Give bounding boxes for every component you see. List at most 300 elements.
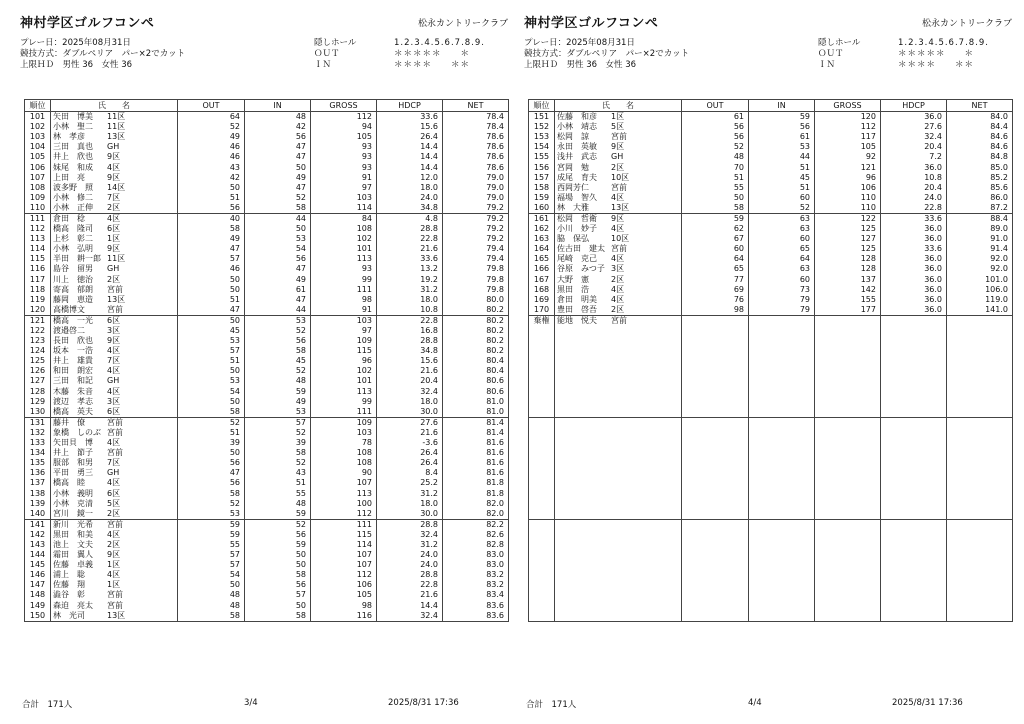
hidden-holes-value: 1.2.3.4.5.6.7.8.9. xyxy=(394,38,485,48)
player-name: 豊田 啓吾 xyxy=(557,304,597,314)
name-cell xyxy=(555,570,682,580)
table-row xyxy=(25,122,509,132)
table-row xyxy=(529,142,1013,152)
player-area: 1区 xyxy=(107,580,121,590)
gross-cell: 112 xyxy=(815,122,881,132)
table-row xyxy=(529,122,1013,132)
in-cell: 47 xyxy=(245,295,311,305)
table-row xyxy=(25,478,509,488)
name-cell xyxy=(555,376,682,386)
out-cell: 64 xyxy=(682,254,749,264)
player-name: 高橋博文 xyxy=(53,304,85,314)
table-row xyxy=(25,213,509,224)
out-cell xyxy=(682,458,749,468)
player-name: 林 光司 xyxy=(53,610,85,620)
table-row xyxy=(25,590,509,600)
rank-cell: 138 xyxy=(25,488,51,498)
gross-cell xyxy=(815,448,881,458)
in-cell: 79 xyxy=(749,295,815,305)
gross-cell: 102 xyxy=(311,234,377,244)
hdcp-cell: 19.2 xyxy=(377,275,443,285)
gross-cell: 93 xyxy=(311,264,377,274)
table-row xyxy=(25,417,509,428)
table-row xyxy=(25,346,509,356)
out-cell xyxy=(682,346,749,356)
name-cell xyxy=(51,234,178,244)
table-row xyxy=(25,193,509,203)
gross-cell: 112 xyxy=(311,509,377,520)
out-cell: 40 xyxy=(178,213,245,224)
net-cell: 82.6 xyxy=(443,530,509,540)
table-row xyxy=(25,611,509,622)
rank-cell xyxy=(529,428,555,438)
rank-cell xyxy=(529,458,555,468)
net-cell xyxy=(947,397,1013,407)
hdcp-cell: 30.0 xyxy=(377,509,443,520)
out-cell: 49 xyxy=(178,132,245,142)
gross-cell: 90 xyxy=(311,468,377,478)
rank-cell: 130 xyxy=(25,407,51,418)
in-cell: 60 xyxy=(749,193,815,203)
net-cell: 83.2 xyxy=(443,580,509,590)
hdcp-cell: 15.6 xyxy=(377,122,443,132)
name-cell xyxy=(51,183,178,193)
gross-cell: 109 xyxy=(311,417,377,428)
table-row xyxy=(529,387,1013,397)
name-cell xyxy=(51,458,178,468)
rank-cell: 154 xyxy=(529,142,555,152)
gross-cell: 101 xyxy=(311,244,377,254)
table-row xyxy=(25,336,509,346)
hdcp-cell: 14.4 xyxy=(377,142,443,152)
name-cell xyxy=(555,448,682,458)
col-name: 氏 名 xyxy=(51,100,178,112)
out-cell xyxy=(682,499,749,509)
hdcp-cell: 27.6 xyxy=(377,417,443,428)
player-name: 倉田 明美 xyxy=(557,294,597,304)
in-cell: 52 xyxy=(245,458,311,468)
out-cell xyxy=(682,468,749,478)
player-area: 14区 xyxy=(107,182,126,192)
player-area: 宮前 xyxy=(107,427,123,437)
gross-cell: 155 xyxy=(815,295,881,305)
gross-cell xyxy=(815,438,881,448)
out-cell: 76 xyxy=(682,295,749,305)
table-row xyxy=(529,560,1013,570)
player-area: 9区 xyxy=(611,213,625,223)
hidden-holes-label: 隠しホール xyxy=(314,38,357,48)
net-cell: 85.6 xyxy=(947,183,1013,193)
rank-cell xyxy=(529,397,555,407)
out-cell: 50 xyxy=(178,275,245,285)
name-cell xyxy=(555,112,682,123)
player-name: 脇 保弘 xyxy=(557,234,589,244)
name-cell xyxy=(51,122,178,132)
name-cell xyxy=(555,560,682,570)
player-area: 2区 xyxy=(107,539,121,549)
hdcp-cell: 14.4 xyxy=(377,162,443,172)
out-cell: 98 xyxy=(682,305,749,316)
player-area: 6区 xyxy=(107,406,121,416)
competition-method: 競技方式：ダブルペリア パー×2でカット xyxy=(20,49,186,59)
hdcp-cell: 21.6 xyxy=(377,244,443,254)
name-cell xyxy=(51,417,178,428)
name-cell xyxy=(51,397,178,407)
net-cell: 84.6 xyxy=(947,142,1013,152)
in-cell xyxy=(749,366,815,376)
hdcp-cell: 18.0 xyxy=(377,499,443,509)
net-cell: 79.0 xyxy=(443,193,509,203)
rank-cell: 165 xyxy=(529,254,555,264)
rank-cell: 126 xyxy=(25,366,51,376)
table-row xyxy=(529,601,1013,611)
name-cell xyxy=(51,326,178,336)
name-cell xyxy=(555,387,682,397)
hdcp-cell xyxy=(881,499,947,509)
gross-cell xyxy=(815,519,881,530)
player-name: 平田 勇三 xyxy=(53,468,93,478)
in-cell xyxy=(749,336,815,346)
rank-cell: 167 xyxy=(529,275,555,285)
name-cell xyxy=(51,285,178,295)
player-area: 1区 xyxy=(107,560,121,570)
out-cell xyxy=(682,407,749,418)
out-cell: 53 xyxy=(178,376,245,386)
rank-cell: 123 xyxy=(25,336,51,346)
gross-cell: 114 xyxy=(311,540,377,550)
rank-cell: 150 xyxy=(25,611,51,622)
net-cell: 82.0 xyxy=(443,509,509,520)
player-name: 長田 欣也 xyxy=(53,336,93,346)
gross-cell: 106 xyxy=(311,580,377,590)
net-cell xyxy=(947,478,1013,488)
name-cell xyxy=(555,142,682,152)
in-cell: 73 xyxy=(749,285,815,295)
hdcp-cell: 24.0 xyxy=(881,193,947,203)
in-cell: 57 xyxy=(245,590,311,600)
net-cell xyxy=(947,356,1013,366)
gross-cell: 128 xyxy=(815,264,881,274)
net-cell: 83.4 xyxy=(443,590,509,600)
rank-cell: 128 xyxy=(25,387,51,397)
in-cell: 60 xyxy=(749,275,815,285)
net-cell xyxy=(947,346,1013,356)
name-cell xyxy=(555,438,682,448)
out-cell xyxy=(682,326,749,336)
player-area: 9区 xyxy=(107,336,121,346)
net-cell xyxy=(947,519,1013,530)
hdcp-cell xyxy=(881,580,947,590)
player-area: 4区 xyxy=(611,192,625,202)
rank-cell: 145 xyxy=(25,560,51,570)
table-row xyxy=(529,346,1013,356)
player-name: 三田 和記 xyxy=(53,376,93,386)
name-cell xyxy=(51,162,178,172)
out-cell: 50 xyxy=(178,448,245,458)
in-cell xyxy=(749,580,815,590)
rank-cell xyxy=(529,590,555,600)
player-area: 13区 xyxy=(107,294,126,304)
hdcp-cell: 26.4 xyxy=(377,458,443,468)
table-row xyxy=(529,580,1013,590)
net-cell: 80.2 xyxy=(443,315,509,326)
in-cell xyxy=(749,590,815,600)
in-holes-value: ＊＊＊＊ ＊＊ xyxy=(898,60,975,70)
out-cell xyxy=(682,336,749,346)
net-cell xyxy=(947,336,1013,346)
player-area: 4区 xyxy=(107,529,121,539)
hdcp-cell: 33.6 xyxy=(881,213,947,224)
name-cell xyxy=(51,152,178,162)
player-area: 4区 xyxy=(107,438,121,448)
table-row xyxy=(529,590,1013,600)
name-cell xyxy=(51,346,178,356)
in-cell: 48 xyxy=(245,499,311,509)
table-row xyxy=(25,162,509,172)
in-cell: 56 xyxy=(749,122,815,132)
in-cell xyxy=(749,488,815,498)
out-cell: 56 xyxy=(178,203,245,214)
player-name: 宮岡 勉 xyxy=(557,162,589,172)
player-name: 藤岡 恵造 xyxy=(53,294,93,304)
net-cell: 83.6 xyxy=(443,601,509,611)
net-cell: 78.6 xyxy=(443,142,509,152)
player-area: 宮前 xyxy=(107,284,123,294)
in-cell: 65 xyxy=(749,244,815,254)
hdcp-cell: 36.0 xyxy=(881,295,947,305)
table-row xyxy=(529,162,1013,172)
table-row xyxy=(529,458,1013,468)
scorecard-page-4 xyxy=(522,0,1012,724)
player-area: 宮前 xyxy=(107,600,123,610)
in-cell: 44 xyxy=(749,152,815,162)
hidden-holes-value: 1.2.3.4.5.6.7.8.9. xyxy=(898,38,989,48)
table-row xyxy=(25,509,509,520)
player-area: 9区 xyxy=(107,172,121,182)
hdcp-cell: 21.6 xyxy=(377,590,443,600)
gross-cell: 91 xyxy=(311,173,377,183)
net-cell: 78.6 xyxy=(443,162,509,172)
hdcp-cell xyxy=(881,428,947,438)
out-cell: 47 xyxy=(178,468,245,478)
name-cell xyxy=(555,580,682,590)
gross-cell: 96 xyxy=(311,356,377,366)
in-cell: 63 xyxy=(749,213,815,224)
player-area: 6区 xyxy=(107,315,121,325)
results-table xyxy=(528,99,1013,622)
rank-cell: 168 xyxy=(529,285,555,295)
net-cell: 86.0 xyxy=(947,193,1013,203)
net-cell: 78.4 xyxy=(443,112,509,123)
in-cell xyxy=(749,570,815,580)
table-row xyxy=(529,550,1013,560)
hdcp-cell: 36.0 xyxy=(881,162,947,172)
table-row xyxy=(529,295,1013,305)
out-cell: 62 xyxy=(682,224,749,234)
hdcp-cell: 32.4 xyxy=(377,611,443,622)
in-cell: 47 xyxy=(245,183,311,193)
net-cell: 141.0 xyxy=(947,305,1013,316)
name-cell xyxy=(555,254,682,264)
gross-cell xyxy=(815,550,881,560)
player-name: 能地 悦夫 xyxy=(557,315,597,325)
out-cell: 45 xyxy=(178,326,245,336)
table-row xyxy=(25,315,509,326)
rank-cell: 110 xyxy=(25,203,51,214)
rank-cell xyxy=(529,550,555,560)
table-row xyxy=(25,428,509,438)
in-cell xyxy=(749,468,815,478)
total-players: 合計 171人 xyxy=(22,700,73,710)
total-players: 合計 171人 xyxy=(526,700,577,710)
gross-cell: 125 xyxy=(815,224,881,234)
player-name: 林 大雅 xyxy=(557,202,589,212)
in-cell: 61 xyxy=(245,285,311,295)
name-cell xyxy=(555,601,682,611)
gross-cell: 84 xyxy=(311,213,377,224)
rank-cell xyxy=(529,580,555,590)
rank-cell: 119 xyxy=(25,295,51,305)
net-cell: 83.2 xyxy=(443,570,509,580)
in-cell xyxy=(749,356,815,366)
player-name: 佐藤 翔 xyxy=(53,580,85,590)
rank-cell: 156 xyxy=(529,162,555,172)
name-cell xyxy=(51,305,178,316)
name-cell xyxy=(51,224,178,234)
hdcp-cell: 21.6 xyxy=(377,366,443,376)
net-cell: 92.0 xyxy=(947,254,1013,264)
rank-cell: 136 xyxy=(25,468,51,478)
out-cell: 49 xyxy=(178,234,245,244)
player-name: 小川 妙子 xyxy=(557,224,597,234)
gross-cell: 105 xyxy=(311,590,377,600)
in-cell: 50 xyxy=(245,162,311,172)
player-area: 4区 xyxy=(611,224,625,234)
rank-cell: 103 xyxy=(25,132,51,142)
col-net: NET xyxy=(947,100,1013,112)
out-cell xyxy=(682,488,749,498)
hdcp-cell xyxy=(881,560,947,570)
net-cell: 80.6 xyxy=(443,387,509,397)
hdcp-cell: 20.4 xyxy=(881,183,947,193)
gross-cell: 112 xyxy=(311,570,377,580)
gross-cell xyxy=(815,560,881,570)
hdcp-cell: 18.0 xyxy=(377,295,443,305)
gross-cell xyxy=(815,366,881,376)
out-cell: 52 xyxy=(682,142,749,152)
in-cell: 56 xyxy=(245,336,311,346)
player-area: 5区 xyxy=(107,498,121,508)
rank-cell: 163 xyxy=(529,234,555,244)
table-row xyxy=(529,336,1013,346)
in-cell: 47 xyxy=(245,264,311,274)
out-cell xyxy=(682,601,749,611)
col-name: 氏 名 xyxy=(555,100,682,112)
player-name: 波多野 照 xyxy=(53,182,93,192)
hdcp-cell xyxy=(881,468,947,478)
net-cell: 83.6 xyxy=(443,611,509,622)
hdcp-cell xyxy=(881,387,947,397)
player-area: 1区 xyxy=(107,234,121,244)
rank-cell: 112 xyxy=(25,224,51,234)
player-area: 11区 xyxy=(107,112,126,122)
gross-cell: 115 xyxy=(311,530,377,540)
gross-cell: 99 xyxy=(311,397,377,407)
name-cell xyxy=(51,356,178,366)
table-row xyxy=(529,478,1013,488)
in-cell: 45 xyxy=(245,356,311,366)
gross-cell xyxy=(815,387,881,397)
player-area: 4区 xyxy=(107,386,121,396)
player-name: 川上 徳治 xyxy=(53,274,93,284)
gross-cell: 93 xyxy=(311,142,377,152)
gross-cell: 177 xyxy=(815,305,881,316)
rank-cell: 107 xyxy=(25,173,51,183)
table-row xyxy=(529,305,1013,316)
table-row xyxy=(25,183,509,193)
in-cell xyxy=(749,540,815,550)
table-row xyxy=(25,112,509,123)
name-cell xyxy=(555,458,682,468)
out-cell xyxy=(682,315,749,326)
in-cell xyxy=(749,509,815,520)
hdcp-cell: 7.2 xyxy=(881,152,947,162)
rank-cell: 164 xyxy=(529,244,555,254)
out-cell: 50 xyxy=(178,285,245,295)
hdcp-cell: 26.4 xyxy=(377,448,443,458)
table-row xyxy=(25,254,509,264)
player-name: 福場 智久 xyxy=(557,192,597,202)
table-row xyxy=(25,448,509,458)
table-row xyxy=(529,376,1013,386)
name-cell xyxy=(555,336,682,346)
out-cell: 69 xyxy=(682,285,749,295)
player-area: 1区 xyxy=(611,112,625,122)
name-cell xyxy=(555,244,682,254)
out-cell: 59 xyxy=(178,519,245,530)
gross-cell xyxy=(815,601,881,611)
col-rank: 順位 xyxy=(529,100,555,112)
rank-cell: 141 xyxy=(25,519,51,530)
gross-cell: 110 xyxy=(815,203,881,214)
in-cell: 55 xyxy=(245,488,311,498)
table-row xyxy=(25,203,509,214)
player-area: 4区 xyxy=(107,213,121,223)
gross-cell: 101 xyxy=(311,376,377,386)
hdcp-cell xyxy=(881,550,947,560)
table-row xyxy=(25,519,509,530)
name-cell xyxy=(51,438,178,448)
col-gross: GROSS xyxy=(311,100,377,112)
in-cell: 58 xyxy=(245,203,311,214)
in-cell: 44 xyxy=(245,213,311,224)
name-cell xyxy=(555,193,682,203)
name-cell xyxy=(555,509,682,520)
rank-cell: 111 xyxy=(25,213,51,224)
net-cell: 82.2 xyxy=(443,519,509,530)
net-cell: 89.0 xyxy=(947,224,1013,234)
out-cell: 51 xyxy=(178,295,245,305)
gross-cell: 97 xyxy=(311,183,377,193)
hdcp-cell: 22.8 xyxy=(377,315,443,326)
net-cell: 79.2 xyxy=(443,224,509,234)
hdcp-cell: 22.8 xyxy=(377,580,443,590)
out-cell: 57 xyxy=(178,550,245,560)
net-cell: 84.4 xyxy=(947,122,1013,132)
competition-title: 神村学区ゴルフコンペ xyxy=(524,16,659,31)
table-row xyxy=(529,509,1013,520)
gross-cell xyxy=(815,570,881,580)
